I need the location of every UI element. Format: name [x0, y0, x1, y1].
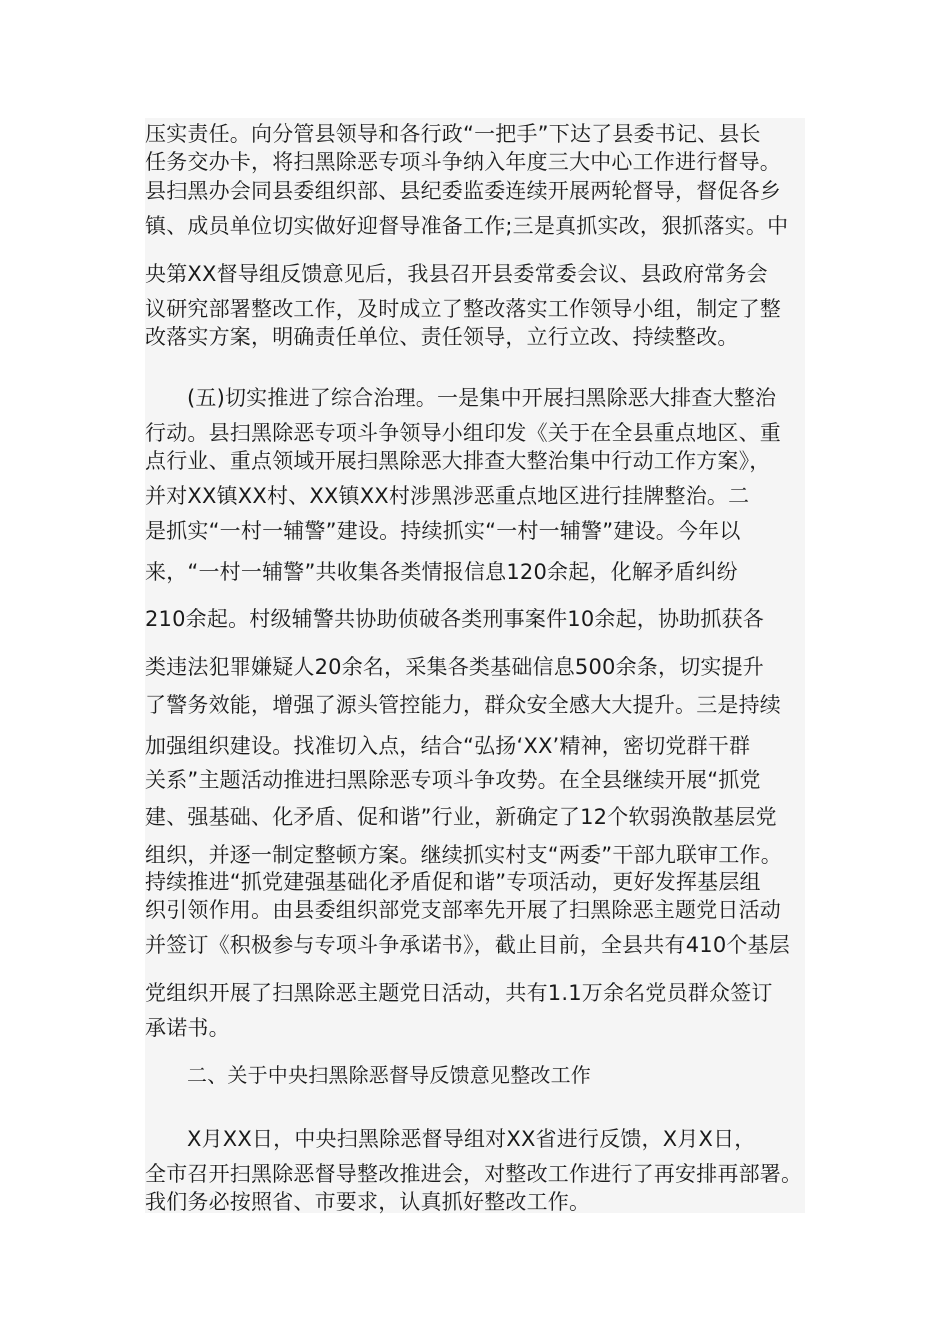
text-line: 织引领作用。由县委组织部党支部率先开展了扫黑除恶主题党日活动	[145, 898, 781, 922]
text-line: 210余起。村级辅警共协助侦破各类刑事案件10余起，协助抓获各	[145, 607, 765, 631]
text-line: 改落实方案，明确责任单位、责任领导，立行立改、持续整改。	[145, 325, 739, 349]
text-line: 类违法犯罪嫌疑人20余名，采集各类基础信息500余条，切实提升	[145, 655, 765, 679]
section-paragraph-start: X月XX日，中央扫黑除恶督导组对XX省进行反馈，X月X日，	[187, 1127, 756, 1151]
text-line: 组织，并逐一制定整顿方案。继续抓实村支“两委”干部九联审工作。	[145, 843, 782, 867]
text-line: 县扫黑办会同县委组织部、县纪委监委连续开展两轮督导，督促各乡	[145, 179, 781, 203]
text-line: 持续推进“抓党建强基础化矛盾促和谐”专项活动，更好发挥基层组	[145, 870, 761, 894]
text-line: 承诺书。	[145, 1016, 230, 1040]
text-line: 关系”主题活动推进扫黑除恶专项斗争攻势。在全县继续开展“抓党	[145, 768, 761, 792]
text-line: 行动。县扫黑除恶专项斗争领导小组印发《关于在全县重点地区、重	[145, 421, 781, 445]
text-line: 镇、成员单位切实做好迎督导准备工作;三是真抓实改，狠抓落实。中	[145, 214, 789, 238]
text-line: 党组织开展了扫黑除恶主题党日活动，共有1.1万余名党员群众签订	[145, 981, 773, 1005]
text-line: 央第XX督导组反馈意见后，我县召开县委常委会议、县政府常务会	[145, 262, 768, 286]
text-line: 我们务必按照省、市要求，认真抓好整改工作。	[145, 1190, 591, 1214]
text-line: 是抓实“一村一辅警”建设。持续抓实“一村一辅警”建设。今年以	[145, 519, 741, 543]
text-line: 了警务效能，增强了源头管控能力，群众安全感大大提升。三是持续	[145, 693, 781, 717]
text-line: 压实责任。向分管县领导和各行政“一把手”下达了县委书记、县长	[145, 122, 761, 146]
text-line: 建、强基础、化矛盾、促和谐”行业，新确定了12个软弱涣散基层党	[145, 805, 777, 829]
text-line: 点行业、重点领域开展扫黑除恶大排查大整治集中行动工作方案》，	[145, 449, 771, 473]
text-line: 议研究部署整改工作，及时成立了整改落实工作领导小组，制定了整	[145, 297, 781, 321]
text-line: 任务交办卡，将扫黑除恶专项斗争纳入年度三大中心工作进行督导。	[145, 150, 781, 174]
section-paragraph-start: (五)切实推进了综合治理。一是集中开展扫黑除恶大排查大整治	[187, 386, 777, 410]
text-line: 来，“一村一辅警”共收集各类情报信息120余起，化解矛盾纠纷	[145, 560, 738, 584]
section-heading: 二、关于中央扫黑除恶督导反馈意见整改工作	[187, 1063, 591, 1087]
text-line: 并对XX镇XX村、XX镇XX村涉黑涉恶重点地区进行挂牌整治。二	[145, 484, 750, 508]
text-line: 加强组织建设。找准切入点，结合“弘扬‘XX’精神，密切党群干群	[145, 734, 751, 758]
text-line: 并签订《积极参与专项斗争承诺书》，截止目前，全县共有410个基层	[145, 933, 790, 957]
text-line: 全市召开扫黑除恶督导整改推进会，对整改工作进行了再安排再部署。	[145, 1162, 803, 1186]
